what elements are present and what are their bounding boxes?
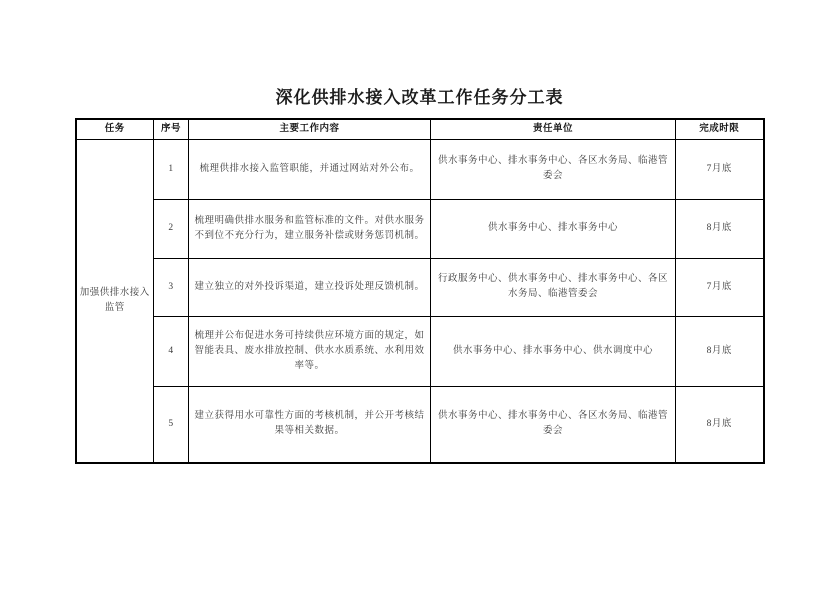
row-unit: 行政服务中心、供水事务中心、排水事务中心、各区水务局、临港管委会	[431, 258, 676, 316]
row-deadline: 8月底	[676, 199, 764, 258]
row-content: 梳理并公布促进水务可持续供应环境方面的规定，如智能表具、废水排放控制、供水水质系统、水利用效率等。	[189, 316, 431, 386]
page-title: 深化供排水接入改革工作任务分工表	[275, 88, 564, 107]
header-task: 任务	[76, 119, 154, 139]
table-header-row	[76, 119, 764, 139]
row-content: 建立独立的对外投诉渠道，建立投诉处理反馈机制。	[189, 258, 431, 316]
row-unit: 供水事务中心、排水事务中心、各区水务局、临港管委会	[431, 139, 676, 199]
header-number: 序号	[154, 119, 189, 139]
task-group-cell: 加强供排水接入监管	[76, 139, 154, 463]
table-row	[76, 139, 764, 199]
row-deadline: 7月底	[676, 258, 764, 316]
row-number: 4	[154, 316, 189, 386]
row-content: 梳理供排水接入监管职能，并通过网站对外公布。	[189, 139, 431, 199]
row-unit: 供水事务中心、排水事务中心	[431, 199, 676, 258]
table-row	[76, 199, 764, 258]
row-number: 1	[154, 139, 189, 199]
row-content: 梳理明确供排水服务和监管标准的文件。对供水服务不到位不充分行为，建立服务补偿或财务惩罚机制。	[189, 199, 431, 258]
row-unit: 供水事务中心、排水事务中心、各区水务局、临港管委会	[431, 386, 676, 463]
row-deadline: 8月底	[676, 386, 764, 463]
row-number: 3	[154, 258, 189, 316]
table-row	[76, 316, 764, 386]
row-deadline: 7月底	[676, 139, 764, 199]
header-unit: 责任单位	[431, 119, 676, 139]
row-number: 5	[154, 386, 189, 463]
table-row	[76, 386, 764, 463]
row-deadline: 8月底	[676, 316, 764, 386]
header-content: 主要工作内容	[189, 119, 431, 139]
task-table	[75, 118, 765, 464]
row-content: 建立获得用水可靠性方面的考核机制，并公开考核结果等相关数据。	[189, 386, 431, 463]
row-unit: 供水事务中心、排水事务中心、供水调度中心	[431, 316, 676, 386]
row-number: 2	[154, 199, 189, 258]
header-deadline: 完成时限	[676, 119, 764, 139]
table-row	[76, 258, 764, 316]
